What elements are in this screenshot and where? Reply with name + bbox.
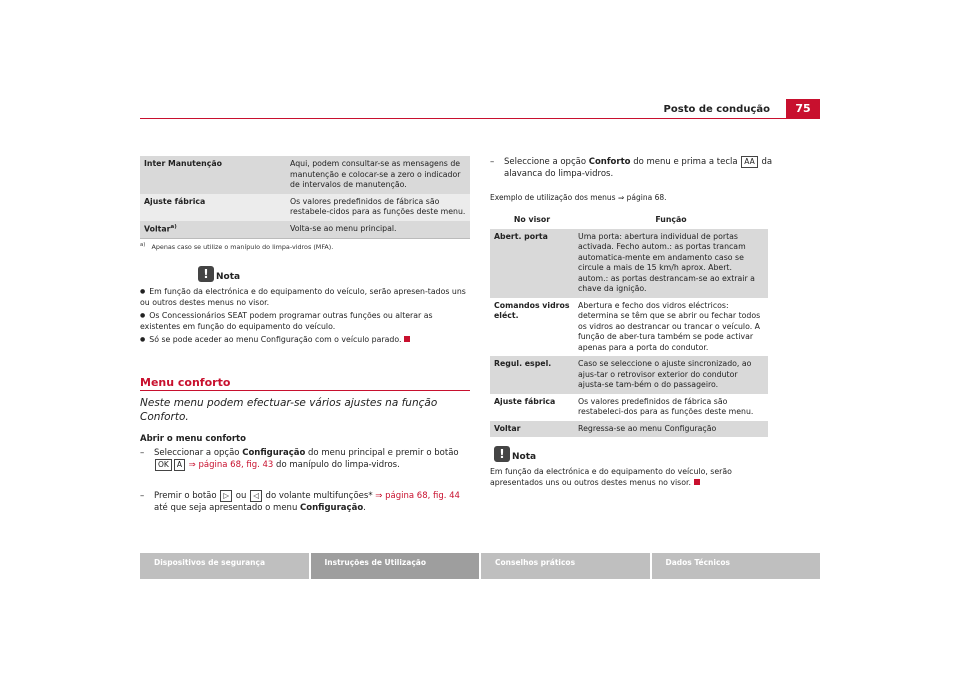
step-1: [154, 447, 472, 472]
step-text: Seleccionar a opção: [154, 448, 243, 458]
settings-table: [140, 156, 470, 238]
step-dash: –: [490, 157, 495, 167]
step-dash: –: [140, 448, 145, 458]
example-caption: Exemplo de utilização dos menus ⇒ página 68.: [490, 193, 667, 202]
ok-key: OK: [155, 459, 172, 471]
nota-bullet-last: [140, 334, 472, 345]
a-key: A: [174, 459, 185, 471]
aa-key: AA: [741, 156, 757, 168]
page-header-title: Posto de condução: [663, 104, 770, 115]
step-text: da alavanca do limpa-vidros.: [504, 157, 773, 180]
chapter-nav: [140, 553, 820, 579]
page-link[interactable]: ⇒ página 68, fig. 43: [188, 460, 274, 471]
step-text: Seleccione a opção: [504, 157, 589, 167]
row-label: Abert. porta: [494, 231, 548, 241]
table-row: [140, 194, 470, 221]
step-text: do manípulo do limpa-vidros.: [273, 460, 400, 471]
step-right: [504, 156, 774, 181]
header-divider: [140, 118, 820, 119]
row-label: Comandos vidros eléct.: [494, 300, 570, 321]
row-text: Os valores predefinidos de fábrica são restabeleci-dos para as funções deste menu.: [578, 396, 754, 417]
table-row: [490, 298, 768, 357]
footnote-ref: a): [170, 223, 177, 230]
step-dash: –: [140, 491, 145, 501]
nota-text-wrap: [490, 466, 772, 489]
table-header: [490, 212, 768, 229]
nav-tab-tips[interactable]: Conselhos práticos: [481, 553, 650, 579]
section-title: Menu conforto: [140, 376, 231, 389]
subheading: Abrir o menu conforto: [140, 434, 246, 444]
nav-tab-tech-data[interactable]: Dados Técnicos: [652, 553, 821, 579]
row-label: [140, 221, 286, 238]
row-text: Uma porta: abertura individual de portas activada. Fecho autom.: as portas trancam automatica-mente em andamento caso se circule a mais de 15 km/h aprox. Abert. autom.: as portas destrancam-se ao extrair a chave da ignição.: [578, 231, 755, 294]
step-bold: Configuração: [300, 503, 364, 514]
table-row: [140, 156, 470, 194]
table-row: [490, 421, 768, 438]
nav-tab-safety[interactable]: Dispositivos de segurança: [140, 553, 309, 579]
row-text: Aqui, podem consultar-se as mensagens de manutenção e colocar-se a zero o indicador de intervalos de manutenção.: [290, 159, 461, 190]
info-icon: !: [198, 266, 214, 282]
nota-text: Em função da electrónica e do equipamento do veículo, serão apresentados uns ou outros destes menus no visor.: [490, 467, 732, 488]
row-text: Caso se seleccione o ajuste sincronizado, ao ajus-tar o retrovisor exterior do condutor ajusta-se tam-bém o do passageiro.: [578, 359, 752, 390]
nota-bullet: ● Em função da electrónica e do equipamento do veículo, serão apresen-tados uns ou outros destes menus no visor.: [140, 286, 472, 309]
step-text: .: [363, 503, 366, 514]
footnote: [140, 242, 333, 251]
row-label-text: Voltar: [144, 224, 171, 234]
page-number: 75: [786, 99, 820, 119]
end-mark-icon: [694, 479, 700, 485]
step-text: do volante multifunções*: [262, 491, 376, 501]
step-bold: Configuração: [242, 448, 306, 458]
row-label: Ajuste fábrica: [144, 196, 206, 206]
nota-bullet: ● Os Concessionários SEAT podem programar outras funções ou alterar as existentes em função do equipamento do veículo.: [140, 310, 472, 333]
step-2: [154, 490, 472, 515]
nota-title: Nota: [216, 272, 241, 282]
row-text: Abertura e fecho dos vidros eléctricos: determina se têm que se abrir ou fechar todos os vidros ao destrancar ou trancar o veículo. A função de aber-tura também se pode activar apenas para a porta do condutor.: [578, 300, 761, 352]
table-row: [140, 221, 470, 238]
column-header: No visor: [490, 212, 574, 229]
row-text: Os valores predefinidos de fábrica são restabele-cidos para as funções deste menu.: [290, 196, 466, 217]
footnote-mark: a): [140, 242, 146, 248]
right-arrow-key-icon: ▷: [220, 490, 232, 502]
nav-tab-instructions[interactable]: Instruções de Utilização: [311, 553, 480, 579]
row-label: Ajuste fábrica: [494, 396, 556, 406]
nota-title: Nota: [512, 452, 537, 462]
info-icon: !: [494, 446, 510, 462]
comfort-menu-table: [490, 212, 768, 437]
footnote-divider: [140, 238, 470, 239]
step-text: do menu principal e premir o botão: [305, 448, 459, 458]
section-intro: Neste menu podem efectuar-se vários ajustes na função Conforto.: [140, 397, 438, 424]
step-text: Premir o botão: [154, 491, 220, 501]
row-text: Volta-se ao menu principal.: [290, 223, 397, 233]
row-label: Inter Manutenção: [144, 159, 222, 168]
table-row: [490, 229, 768, 298]
table-row: [490, 394, 768, 421]
end-mark-icon: [404, 336, 410, 342]
left-arrow-key-icon: ◁: [250, 490, 262, 502]
column-header: Função: [574, 212, 768, 229]
nota-bullet: ● Só se pode aceder ao menu Configuração com o veículo parado.: [140, 335, 401, 344]
page-link[interactable]: ⇒ página 68, fig. 44: [375, 491, 460, 501]
step-text: do menu e prima a tecla: [630, 157, 741, 167]
table-row: [490, 356, 768, 394]
row-label: Voltar: [494, 423, 521, 433]
row-label: Regul. espel.: [494, 359, 552, 369]
section-divider: [140, 390, 470, 391]
step-text: ou: [233, 491, 250, 501]
step-text: até que seja apresentado o menu: [154, 503, 301, 514]
footnote-text: Apenas caso se utilize o manípulo do limpa-vidros (MFA).: [151, 243, 334, 252]
row-text: Regressa-se ao menu Configuração: [578, 423, 717, 433]
step-bold: Conforto: [588, 157, 631, 167]
